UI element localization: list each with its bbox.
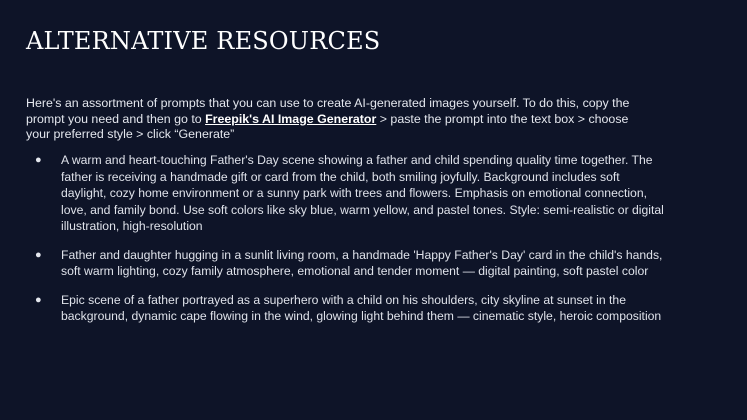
intro-text-after: > paste the prompt into the text box > choose your preferred style > click “Generate”: [26, 111, 629, 141]
page-title: ALTERNATIVE RESOURCES: [26, 27, 381, 55]
bullet-icon: ●: [35, 293, 42, 306]
list-item: [26, 292, 666, 325]
intro-paragraph: [26, 96, 646, 143]
bullet-icon: ●: [35, 154, 42, 166]
prompt-text: Father and daughter hugging in a sunlit living room, a handmade 'Happy Father's Day' card in the child's hands, soft warm lighting, cozy family atmosphere, emotional and tender moment — digital painting, soft pastel color: [61, 247, 663, 278]
prompt-text: A warm and heart-touching Father's Day scene showing a father and child spending quality time together. The father is receiving a handmade gift or card from the child, both smiling joyfully. Background includes soft daylight, cozy home environment or a sunny park with trees and flowers. Emphasis on emotional connection, love, and family bond. Use soft colors like sky blue, warm yellow, and pastel tones. Style: semi-realistic or digital illustration, high-resolution: [61, 153, 664, 233]
list-item: [26, 247, 666, 280]
prompt-text: Epic scene of a father portrayed as a superhero with a child on his shoulders, city skyline at sunset in the background, dynamic cape flowing in the wind, glowing light behind them — cinematic style, heroic composition: [61, 292, 662, 323]
list-item: [26, 152, 666, 235]
intro-text-before: Here's an assortment of prompts that you can use to create AI-generated images yourself. To do this, copy the prompt you need and then go to: [26, 96, 630, 126]
freepik-ai-image-generator-link[interactable]: Freepik's AI Image Generator: [205, 111, 377, 126]
prompt-list: [26, 152, 666, 337]
bullet-icon: ●: [35, 248, 42, 261]
